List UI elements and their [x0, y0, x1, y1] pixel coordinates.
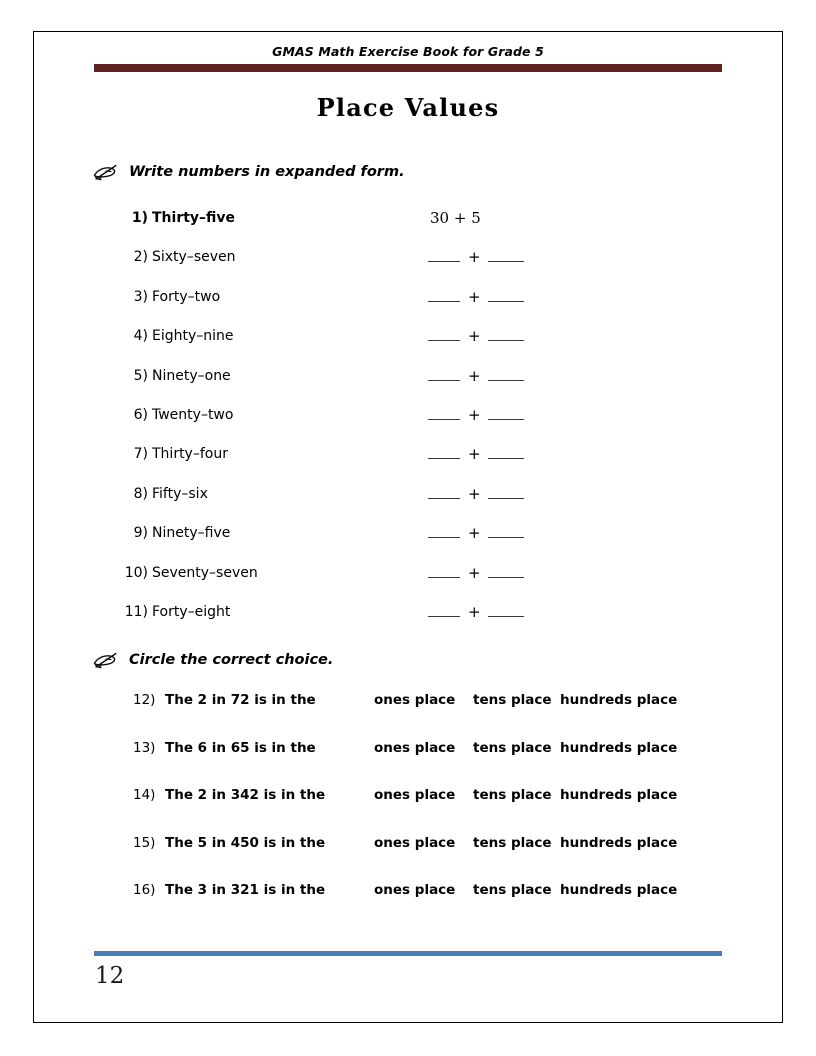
- header-rule: [94, 64, 722, 72]
- item-number: 10): [124, 564, 148, 581]
- expanded-form-row: [118, 405, 718, 444]
- answer-blank-right[interactable]: [488, 564, 524, 578]
- item-number: 4): [133, 328, 148, 345]
- plus-sign: +: [468, 248, 481, 267]
- answer-blank-left[interactable]: [428, 327, 460, 341]
- answer-blank-left[interactable]: [428, 445, 460, 459]
- item-number: 6): [133, 406, 148, 423]
- question-stem: The 3 in 321 is in the: [165, 882, 326, 898]
- plus-sign: +: [468, 563, 481, 582]
- choice-option[interactable]: tens place: [473, 692, 552, 708]
- circle-choice-row: [133, 833, 733, 881]
- choice-option[interactable]: ones place: [374, 787, 456, 803]
- item-number: 16): [133, 882, 156, 898]
- expanded-form-row: [118, 444, 718, 483]
- plus-sign: +: [468, 602, 481, 621]
- answer-blank-left[interactable]: [428, 406, 460, 420]
- expanded-form-answer-blank[interactable]: [428, 287, 524, 307]
- choice-option[interactable]: hundreds place: [560, 692, 678, 708]
- section-heading-expanded-form: [92, 162, 405, 182]
- number-word: Thirty–five: [152, 210, 236, 226]
- plus-sign: +: [468, 366, 481, 385]
- page-title: Place Values: [316, 93, 500, 122]
- item-number: 13): [133, 739, 156, 756]
- page-number: 12: [95, 963, 125, 989]
- section-heading-circle-choice: [92, 650, 333, 670]
- choice-option[interactable]: hundreds place: [560, 787, 678, 803]
- choice-option[interactable]: tens place: [473, 787, 552, 803]
- choice-option[interactable]: ones place: [374, 882, 456, 898]
- expanded-form-answer-blank[interactable]: [428, 484, 524, 504]
- quill-pen-icon: [92, 650, 118, 670]
- number-word: Twenty–two: [152, 406, 234, 423]
- item-number: 1): [131, 210, 148, 226]
- question-stem: The 2 in 342 is in the: [165, 787, 326, 803]
- answer-blank-right[interactable]: [488, 524, 524, 538]
- item-number: 3): [133, 288, 148, 305]
- choice-option[interactable]: hundreds place: [560, 739, 678, 756]
- expanded-form-row: [118, 523, 718, 562]
- answer-blank-right[interactable]: [488, 603, 524, 617]
- number-word: Thirty–four: [152, 446, 228, 463]
- circle-choice-row: [133, 690, 733, 738]
- answer-blank-left[interactable]: [428, 367, 460, 381]
- expanded-form-answer-blank[interactable]: [428, 326, 524, 346]
- plus-sign: +: [468, 445, 481, 464]
- circle-choice-row: [133, 785, 733, 833]
- answer-blank-right[interactable]: [488, 367, 524, 381]
- choice-option[interactable]: ones place: [374, 692, 456, 708]
- item-number: 8): [133, 485, 148, 502]
- expanded-form-row: [118, 208, 718, 247]
- question-stem: The 5 in 450 is in the: [165, 834, 326, 851]
- answer-blank-right[interactable]: [488, 288, 524, 302]
- number-word: Eighty–nine: [152, 328, 234, 345]
- section-instruction: Write numbers in expanded form.: [129, 164, 405, 180]
- answer-blank-right[interactable]: [488, 327, 524, 341]
- number-word: Forty–eight: [152, 603, 231, 620]
- expanded-form-row: [118, 326, 718, 365]
- item-number: 15): [133, 834, 156, 851]
- plus-sign: +: [468, 327, 481, 346]
- plus-sign: +: [468, 287, 481, 306]
- circle-choice-row: [133, 738, 733, 786]
- question-stem: The 2 in 72 is in the: [165, 692, 316, 708]
- choice-option[interactable]: tens place: [473, 834, 552, 851]
- expanded-form-list: [118, 208, 718, 641]
- expanded-form-answer-blank[interactable]: [428, 602, 524, 622]
- expanded-form-row: [118, 484, 718, 523]
- expanded-form-answer-blank[interactable]: [428, 523, 524, 543]
- answer-blank-left[interactable]: [428, 288, 460, 302]
- expanded-form-answer-blank[interactable]: [428, 563, 524, 583]
- choice-option[interactable]: hundreds place: [560, 834, 678, 851]
- item-number: 7): [133, 446, 148, 463]
- expanded-form-row: [118, 602, 718, 641]
- choice-option[interactable]: ones place: [374, 834, 456, 851]
- choice-option[interactable]: tens place: [473, 739, 552, 756]
- item-number: 9): [133, 525, 148, 542]
- item-number: 12): [133, 692, 156, 708]
- expanded-form-row: [118, 563, 718, 602]
- number-word: Forty–two: [152, 288, 221, 305]
- answer-blank-left[interactable]: [428, 603, 460, 617]
- page-header: [94, 44, 722, 72]
- number-word: Ninety–five: [152, 525, 231, 542]
- choice-option[interactable]: hundreds place: [560, 882, 678, 898]
- expanded-form-answer-blank[interactable]: [428, 444, 524, 464]
- circle-choice-row: [133, 880, 733, 928]
- item-number: 2): [133, 249, 148, 266]
- item-number: 5): [133, 367, 148, 384]
- running-head: GMAS Math Exercise Book for Grade 5: [272, 44, 544, 59]
- expanded-form-answer-blank[interactable]: [428, 405, 524, 425]
- expanded-form-row: [118, 366, 718, 405]
- item-number: 14): [133, 787, 156, 803]
- number-word: Fifty–six: [152, 485, 208, 502]
- circle-choice-list: [133, 690, 733, 928]
- footer-rule: [94, 951, 722, 956]
- expanded-form-answer: 30 + 5: [430, 209, 481, 227]
- section-instruction: Circle the correct choice.: [129, 652, 334, 668]
- answer-blank-left[interactable]: [428, 485, 460, 499]
- question-stem: The 6 in 65 is in the: [165, 739, 316, 756]
- answer-blank-left[interactable]: [428, 248, 460, 262]
- answer-blank-left[interactable]: [428, 564, 460, 578]
- item-number: 11): [124, 603, 148, 620]
- answer-blank-left[interactable]: [428, 524, 460, 538]
- plus-sign: +: [468, 405, 481, 424]
- expanded-form-row: [118, 247, 718, 286]
- answer-blank-right[interactable]: [488, 485, 524, 499]
- choice-option[interactable]: tens place: [473, 882, 552, 898]
- plus-sign: +: [468, 524, 481, 543]
- answer-blank-right[interactable]: [488, 248, 524, 262]
- plus-sign: +: [468, 484, 481, 503]
- quill-pen-icon: [92, 162, 118, 182]
- number-word: Ninety–one: [152, 367, 231, 384]
- number-word: Seventy–seven: [152, 564, 258, 581]
- answer-blank-right[interactable]: [488, 445, 524, 459]
- expanded-form-row: [118, 287, 718, 326]
- number-word: Sixty–seven: [152, 249, 236, 266]
- answer-blank-right[interactable]: [488, 406, 524, 420]
- expanded-form-answer-blank[interactable]: [428, 366, 524, 386]
- choice-option[interactable]: ones place: [374, 739, 456, 756]
- expanded-form-answer-blank[interactable]: [428, 247, 524, 267]
